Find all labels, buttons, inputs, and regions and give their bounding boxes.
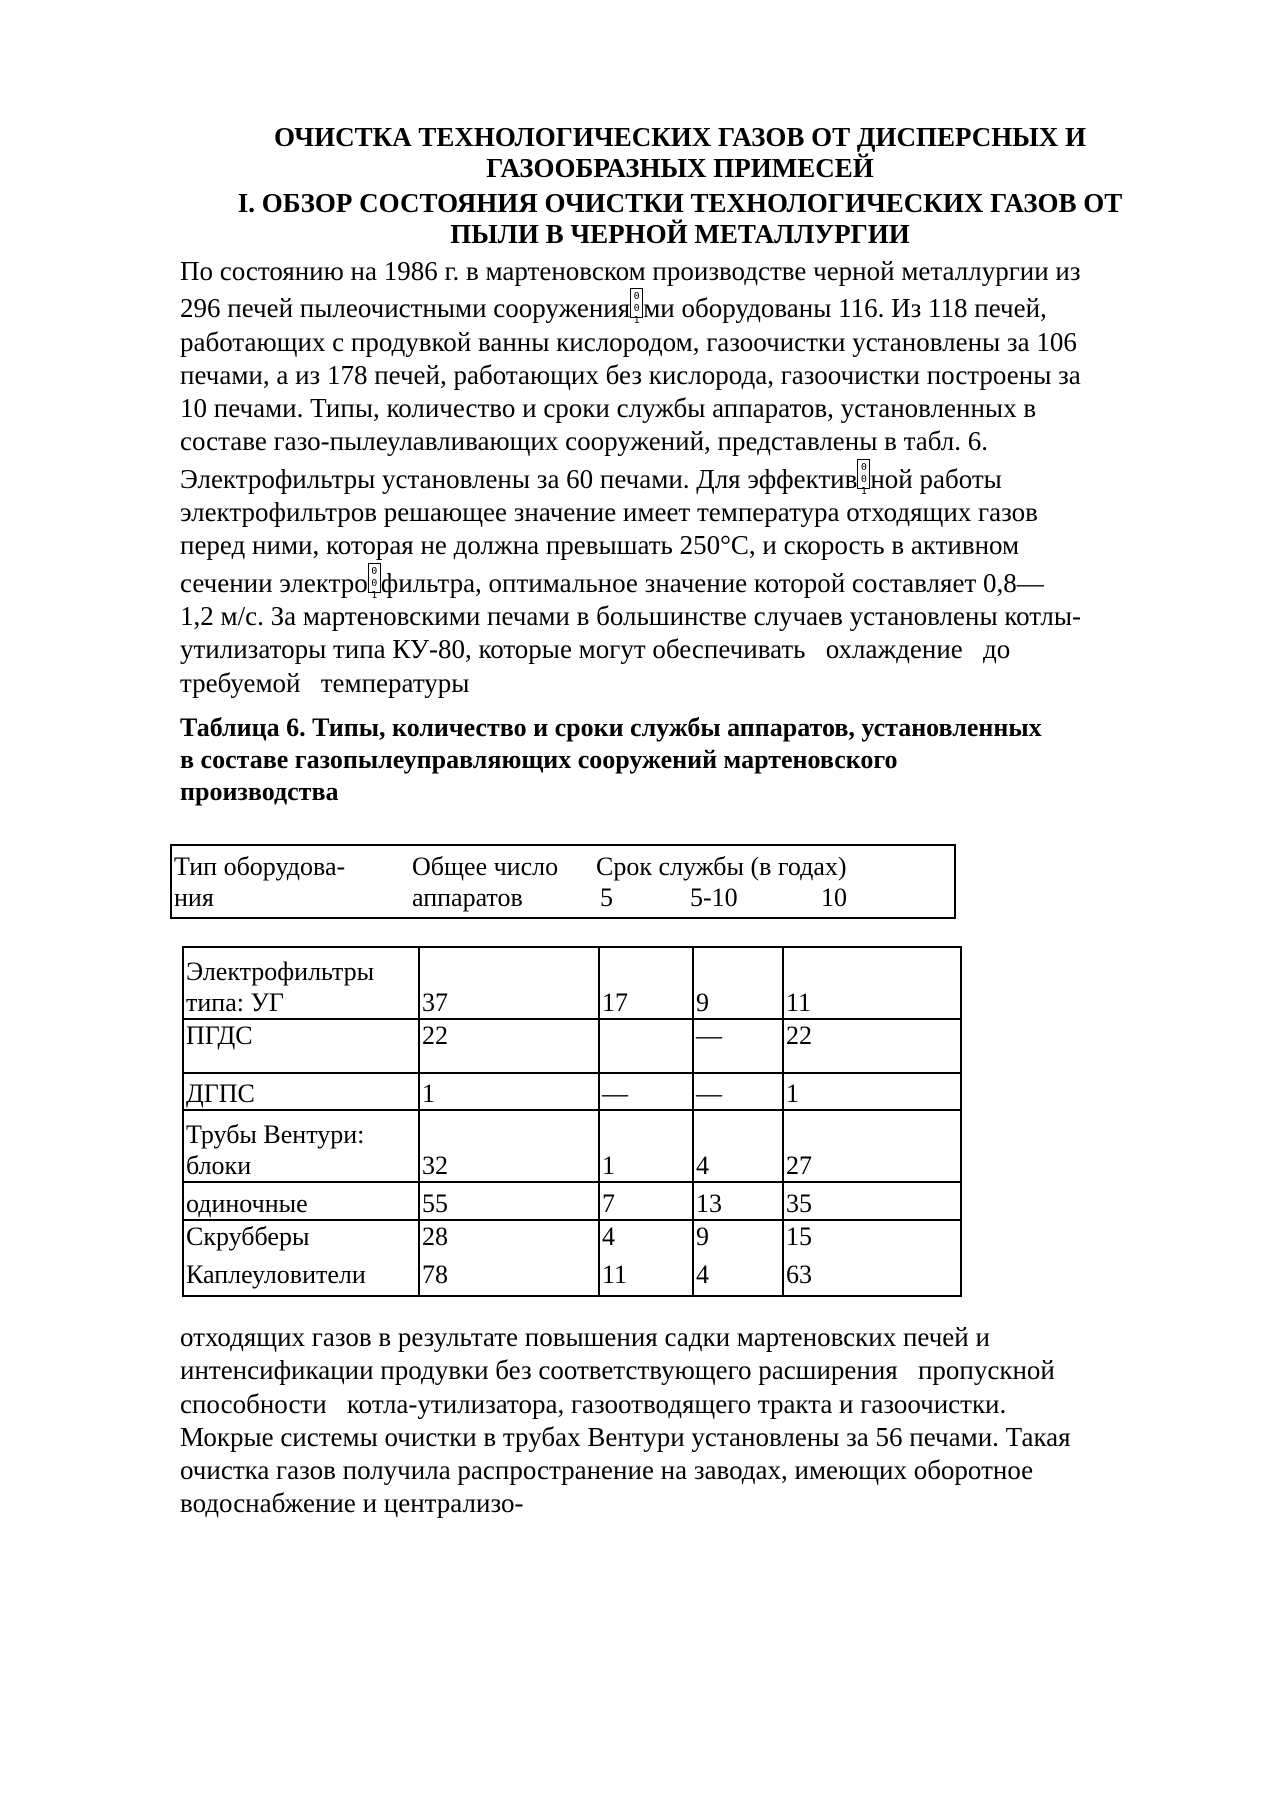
- missing-glyph-icon: 001: [368, 563, 381, 593]
- table-cell-5: 17: [599, 947, 693, 1019]
- paragraph-1-line: работающих с продувкой ванны кислородом, газоочистки установлены за 106: [180, 326, 1077, 357]
- table-cell-total: 32: [419, 1110, 599, 1182]
- title-line-1: ОЧИСТКА ТЕХНОЛОГИЧЕСКИХ ГАЗОВ ОТ ДИСПЕРСНЫХ И: [273, 122, 1087, 152]
- table-cell-5: 1: [599, 1110, 693, 1182]
- section-line-1: I. ОБЗОР СОСТОЯНИЯ ОЧИСТКИ ТЕХНОЛОГИЧЕСКИХ ГАЗОВ ОТ: [237, 188, 1123, 218]
- table-row: [183, 1220, 961, 1296]
- paragraph-1-line: составе газо-пылеулавливающих сооружений, представлены в табл. 6.: [180, 426, 989, 457]
- paragraph-2: [180, 1321, 1190, 1521]
- paragraph-1-line: 10 печами. Типы, количество и сроки службы аппаратов, установленных в: [180, 393, 1037, 424]
- header-sub-10: 10: [821, 883, 847, 912]
- section-line-2: ПЫЛИ В ЧЕРНОЙ МЕТАЛЛУРГИИ: [450, 219, 910, 249]
- caption-line: производства: [180, 777, 339, 806]
- table-cell-5-10: —: [693, 1073, 783, 1110]
- table-cell-10: 11: [783, 947, 961, 1019]
- table-cell-type: Скрубберы Каплеуловители: [183, 1220, 419, 1296]
- paragraph-1: [180, 255, 1190, 700]
- header-type-line-2: ния: [174, 883, 214, 912]
- paragraph-1-line: По состоянию на 1986 г. в мартеновском производстве черной металлургии из: [180, 256, 1081, 286]
- missing-glyph-icon: 001: [630, 288, 643, 318]
- table-cell-5: —: [599, 1073, 693, 1110]
- table-cell-type: ДГПС: [183, 1073, 419, 1110]
- paragraph-1-line: 296 печей пылеочистными сооружения 001 ми оборудованы 116. Из 118 печей,: [180, 288, 1190, 325]
- table-row: [183, 1110, 961, 1182]
- title-line-2: ГАЗООБРАЗНЫХ ПРИМЕСЕЙ: [486, 153, 874, 183]
- missing-glyph-icon: 001: [857, 459, 870, 489]
- paragraph-2-line: способности котла-утилизатора, газоотводящего тракта и газоочистки.: [180, 1388, 1007, 1419]
- table-cell-total: 37: [419, 947, 599, 1019]
- table-cell-type: одиночные: [183, 1182, 419, 1220]
- equipment-table: [182, 946, 962, 1297]
- paragraph-1-line: требуемой температуры: [180, 667, 470, 698]
- paragraph-2-line: отходящих газов в результате повышения садки мартеновских печей и: [180, 1322, 990, 1352]
- paragraph-2-line: интенсификации продувки без соответствующего расширения пропускной: [180, 1355, 1055, 1386]
- table-row: [183, 947, 961, 1019]
- table-cell-total: 55: [419, 1182, 599, 1220]
- table-cell-type: Электрофильтры типа: УГ: [183, 947, 419, 1019]
- table-row: [183, 1073, 961, 1110]
- paragraph-2-line: Мокрые системы очистки в трубах Вентури установлены за 56 печами. Такая: [180, 1421, 1071, 1452]
- header-sub-5-10: 5-10: [690, 883, 738, 912]
- table-cell-5: 7: [599, 1182, 693, 1220]
- section-heading: [180, 188, 1180, 250]
- caption-line: Таблица 6. Типы, количество и сроки службы аппаратов, установленных: [180, 713, 1042, 742]
- table-cell-type: ПГДС: [183, 1019, 419, 1073]
- paragraph-1-line: утилизаторы типа КУ-80, которые могут обеспечивать охлаждение до: [180, 634, 1011, 665]
- header-count-line-1: Общее число: [412, 852, 559, 881]
- paragraph-1-line: Электрофильтры установлены за 60 печами. Для эффектив 001 ной работы: [180, 459, 1190, 496]
- paragraph-1-line: 1,2 м/с. За мартеновскими печами в большинстве случаев установлены котлы-: [180, 600, 1081, 631]
- caption-line: в составе газопылеуправляющих сооружений мартеновского: [180, 745, 898, 774]
- table-cell-total: 22: [419, 1019, 599, 1073]
- table-cell-5-10: 13: [693, 1182, 783, 1220]
- paragraph-1-line: сечении электро 001 фильтра, оптимальное значение которой составляет 0,8—: [180, 563, 1190, 600]
- table-cell-5-10: 9 4: [693, 1220, 783, 1296]
- table-header: [170, 844, 956, 919]
- paragraph-1-line: печами, а из 178 печей, работающих без кислорода, газоочистки построены за: [180, 359, 1081, 390]
- table-row: [183, 1019, 961, 1073]
- table-cell-10: 27: [783, 1110, 961, 1182]
- table-caption: [180, 712, 1190, 808]
- document-title: [180, 122, 1180, 184]
- table-row: [183, 1182, 961, 1220]
- table-cell-5: [599, 1019, 693, 1073]
- header-sub-5: 5: [600, 883, 613, 912]
- table-cell-10: 1: [783, 1073, 961, 1110]
- table-cell-5-10: 4: [693, 1110, 783, 1182]
- table-cell-5: 4 11: [599, 1220, 693, 1296]
- paragraph-2-line: очистка газов получила распространение на заводах, имеющих оборотное: [180, 1455, 1034, 1486]
- table-cell-type: Трубы Вентури: блоки: [183, 1110, 419, 1182]
- table-cell-5-10: —: [693, 1019, 783, 1073]
- paragraph-1-line: перед ними, которая не должна превышать 250°С, и скорость в активном: [180, 530, 1020, 561]
- table-cell-10: 22: [783, 1019, 961, 1073]
- table-cell-5-10: 9: [693, 947, 783, 1019]
- table-cell-total: 28 78: [419, 1220, 599, 1296]
- table-cell-total: 1: [419, 1073, 599, 1110]
- header-service-life: Срок службы (в годах): [596, 852, 847, 881]
- table-cell-10: 15 63: [783, 1220, 961, 1296]
- table-cell-10: 35: [783, 1182, 961, 1220]
- paragraph-2-line: водоснабжение и централизо-: [180, 1488, 524, 1519]
- header-type-line-1: Тип оборудова-: [174, 852, 346, 881]
- header-count-line-2: аппаратов: [412, 883, 523, 912]
- paragraph-1-line: электрофильтров решающее значение имеет температура отходящих газов: [180, 497, 1038, 528]
